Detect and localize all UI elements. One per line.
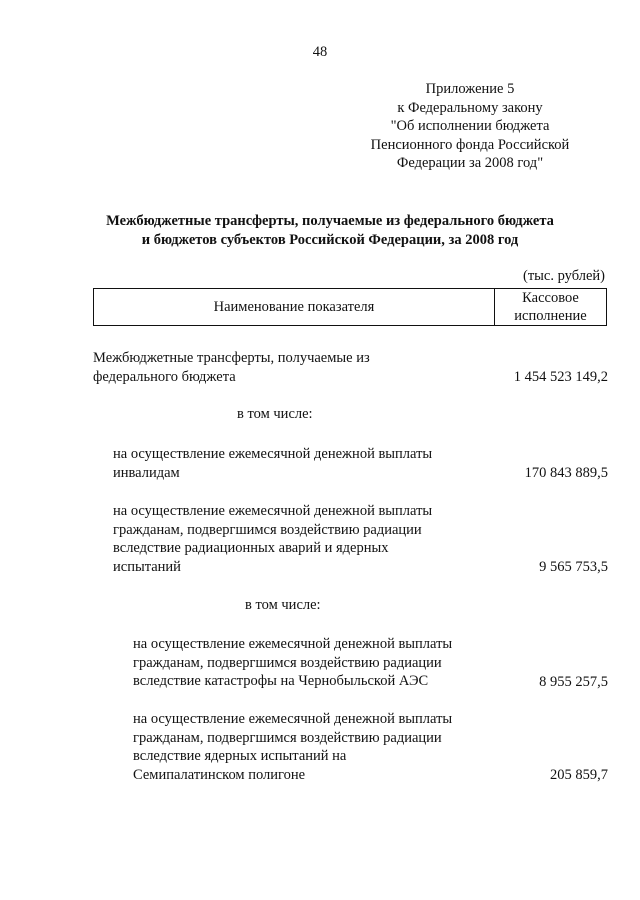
table-header: [93, 288, 607, 326]
header-value-line: исполнение: [514, 308, 587, 324]
row-label-line: инвалидам: [113, 464, 180, 481]
row-label-line: на осуществление ежемесячной денежной выплаты: [113, 446, 433, 462]
appendix-line: Пенсионного фонда Российской: [370, 136, 570, 153]
title-line: Межбюджетные трансферты, получаемые из федерального бюджета: [106, 213, 554, 229]
row-label-line: на осуществление ежемесячной денежной выплаты: [133, 711, 453, 727]
row-label-line: вследствие катастрофы на Чернобыльской АЭС: [133, 673, 429, 689]
subheader-including: в том числе:: [237, 406, 313, 422]
title-line: и бюджетов субъектов Российской Федерации, за 2008 год: [141, 232, 519, 248]
row-value: 9 565 753,5: [539, 558, 608, 575]
row-label: [113, 445, 432, 482]
document-title: [40, 212, 620, 250]
appendix-line: Приложение 5: [425, 81, 515, 97]
subheader-including: в том числе:: [245, 597, 321, 613]
table-row: [0, 710, 640, 784]
header-indicator-name: Наименование показателя: [94, 289, 495, 325]
row-label-line: гражданам, подвергшимся воздействию радиации: [133, 729, 442, 746]
appendix-line: Федерации за 2008 год": [396, 155, 544, 171]
row-label-line: испытаний: [113, 558, 181, 575]
page-number: 48: [312, 44, 328, 60]
header-value-line: Кассовое: [522, 290, 579, 306]
row-label: [113, 502, 432, 576]
row-label-line: гражданам, подвергшимся воздействию радиации: [113, 521, 422, 538]
row-label: [133, 635, 452, 691]
row-label-line: вследствие ядерных испытаний на: [133, 748, 347, 764]
row-value: 8 955 257,5: [539, 673, 608, 690]
row-label-line: гражданам, подвергшимся воздействию радиации: [133, 654, 442, 671]
appendix-reference: [340, 80, 600, 173]
row-label: [133, 710, 452, 784]
appendix-line: к Федеральному закону: [397, 99, 543, 116]
row-label-line: на осуществление ежемесячной денежной выплаты: [133, 636, 453, 652]
row-label-line: федерального бюджета: [93, 368, 236, 385]
appendix-line: "Об исполнении бюджета: [390, 118, 550, 134]
header-cash-execution: [495, 289, 606, 325]
row-label-line: Семипалатинском полигоне: [133, 766, 306, 783]
unit-note: (тыс. рублей): [523, 268, 605, 284]
row-label-line: на осуществление ежемесячной денежной выплаты: [113, 503, 433, 519]
row-value: 1 454 523 149,2: [513, 368, 608, 385]
row-value: 170 843 889,5: [524, 464, 608, 481]
row-value: 205 859,7: [550, 766, 608, 783]
table-row: [0, 502, 640, 576]
row-label-line: вследствие радиационных аварий и ядерных: [113, 540, 389, 556]
table-row: [0, 445, 640, 482]
table-row: [0, 349, 640, 386]
row-label: [93, 349, 370, 386]
table-row: [0, 635, 640, 691]
row-label-line: Межбюджетные трансферты, получаемые из: [93, 350, 370, 366]
